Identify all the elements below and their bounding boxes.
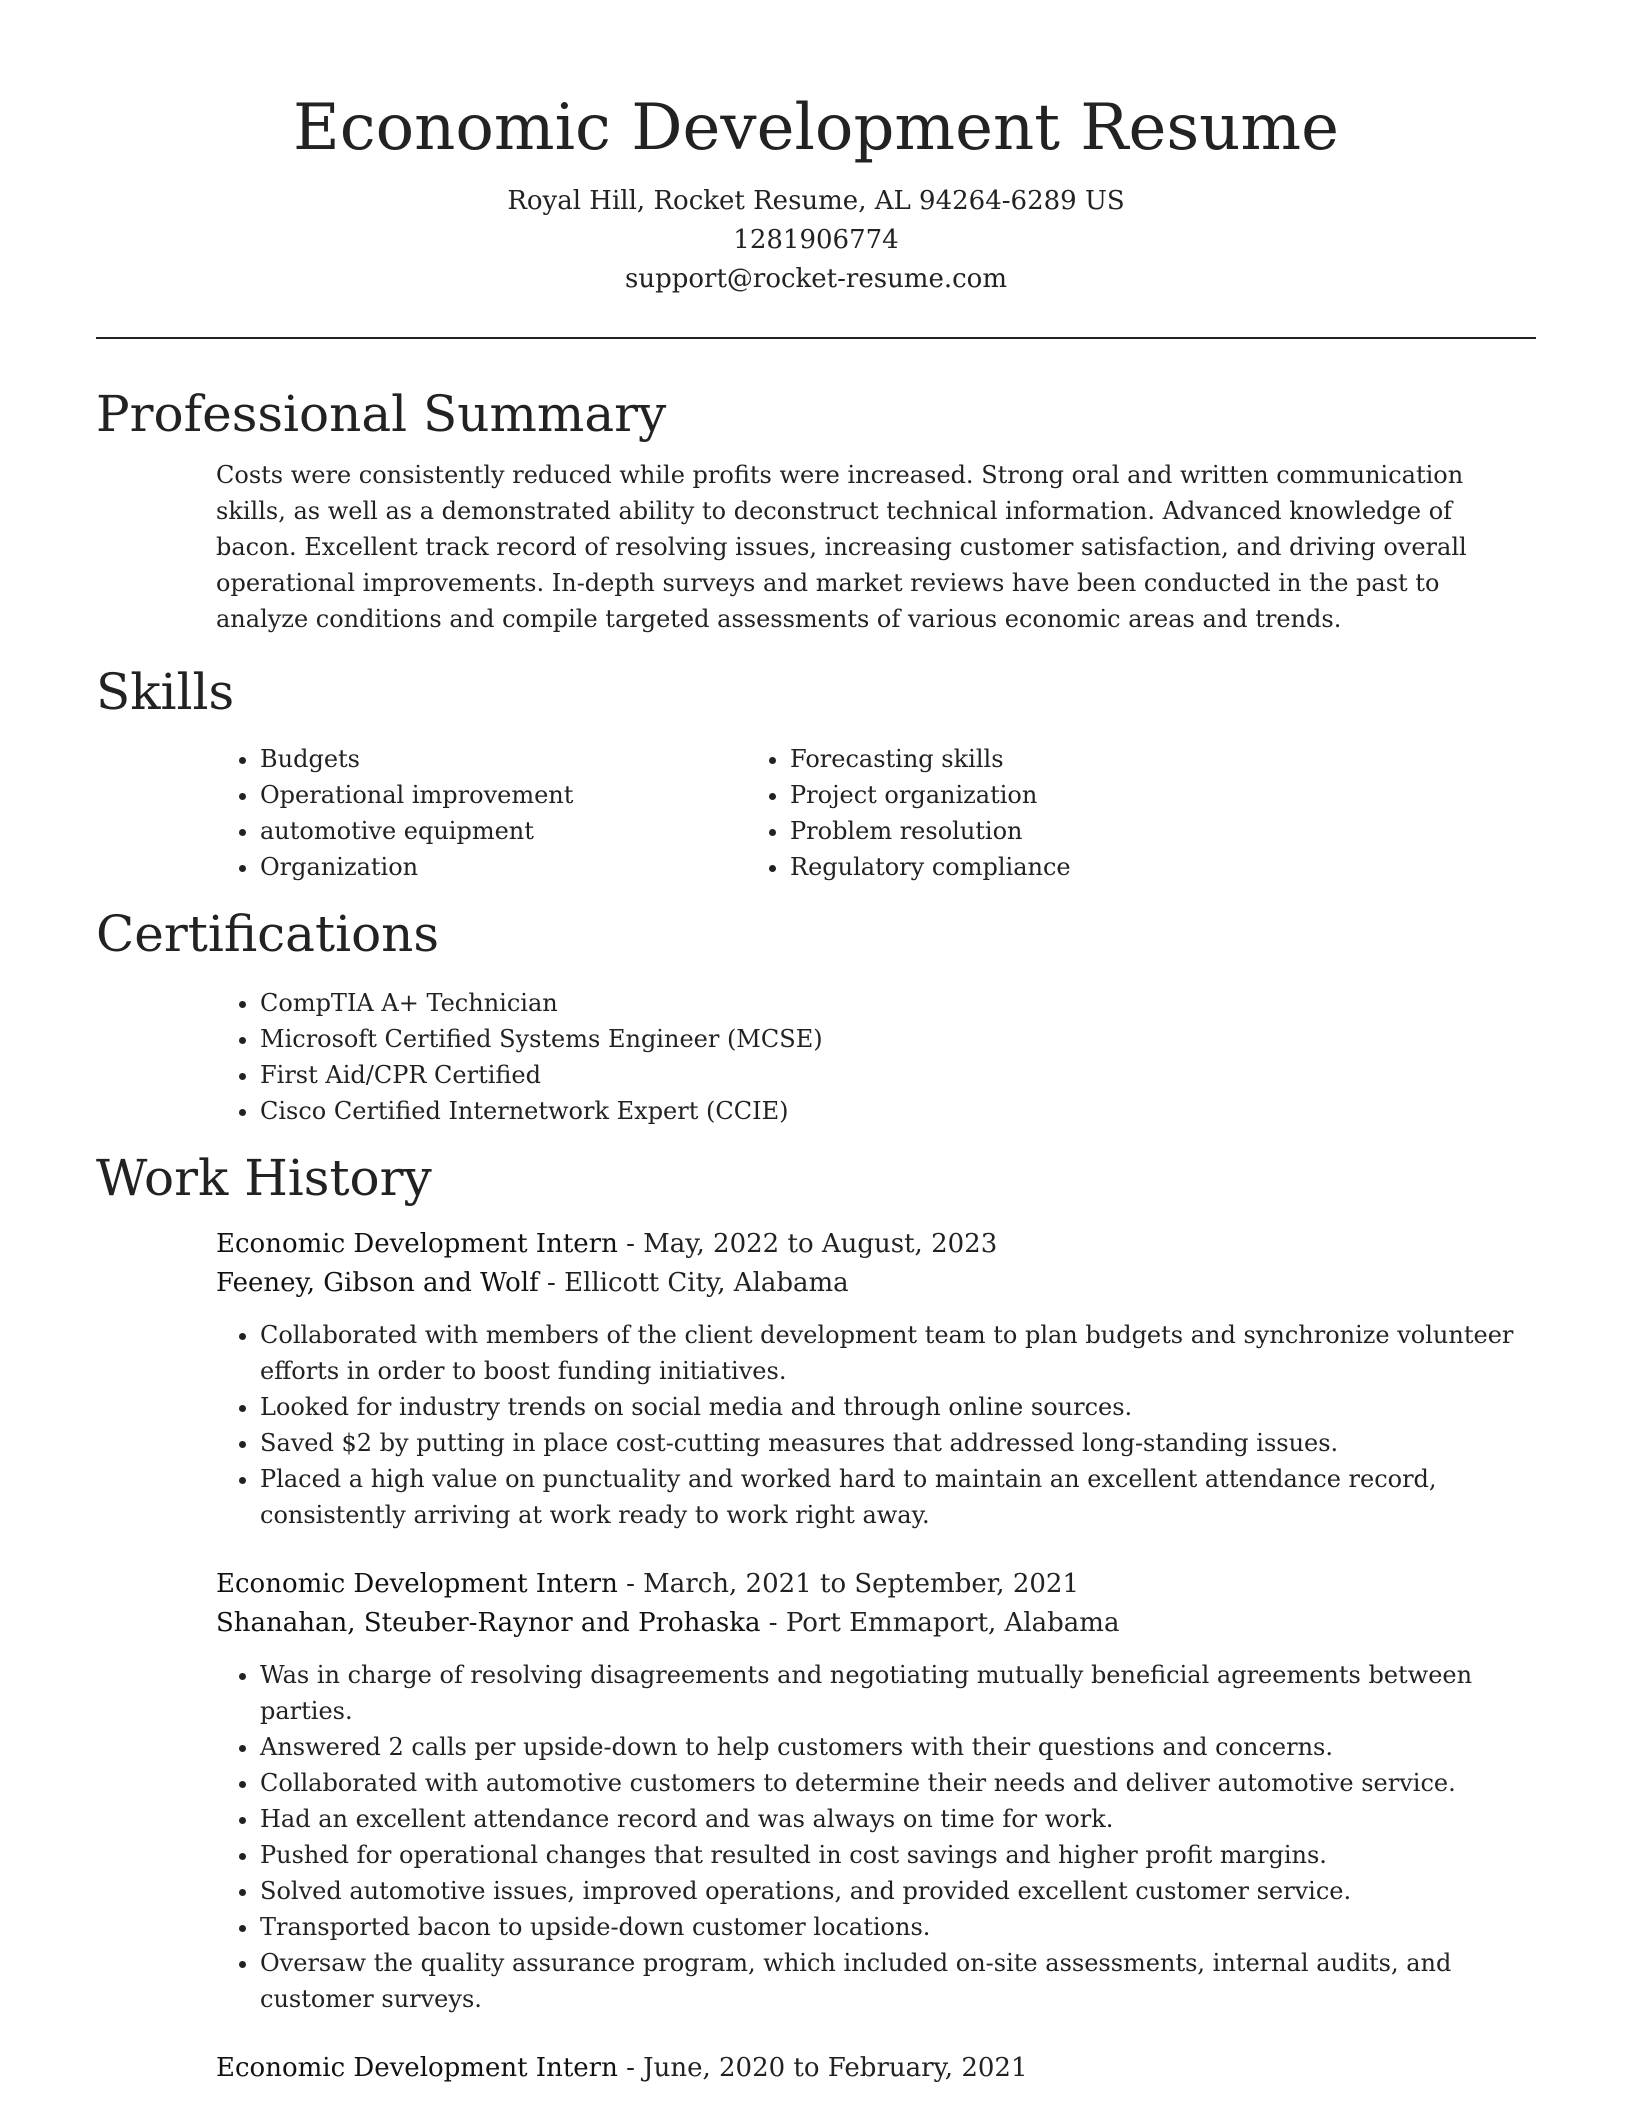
skill-item: • Organization [260, 849, 746, 885]
job-location: Ellicott City, Alabama [564, 1268, 849, 1298]
job-bullet: • Collaborated with members of the client development team to plan budgets and synchronize volunteer efforts in order to boost funding initiatives. [260, 1317, 1536, 1389]
skills-list [96, 741, 1536, 885]
job-entry [96, 1565, 1536, 2017]
job-bullets [96, 1317, 1536, 1533]
skills-column-1 [96, 741, 746, 885]
job-dates: June, 2020 to February, 2021 [643, 2053, 1028, 2083]
skill-item: • Forecasting skills [790, 741, 1071, 777]
job-bullet: • Looked for industry trends on social media and through online sources. [260, 1389, 1536, 1425]
job-title: Economic Development Intern [216, 1569, 618, 1599]
job-bullet: • Saved $2 by putting in place cost-cutting measures that addressed long-standing issues. [260, 1425, 1536, 1461]
job-bullet: • Transported bacon to upside-down customer locations. [260, 1909, 1536, 1945]
job-company-line: Feeney, Gibson and Wolf - Ellicott City, Alabama [216, 1268, 849, 1298]
job-title: Economic Development Intern [216, 2053, 618, 2083]
job-bullet: • Solved automotive issues, improved operations, and provided excellent customer service. [260, 1873, 1536, 1909]
job-title-line: Economic Development Intern - June, 2020 to February, 2021 [216, 2053, 1028, 2083]
skill-item: • Budgets [260, 741, 746, 777]
job-bullet: • Oversaw the quality assurance program, which included on-site assessments, internal audits, and customer surveys. [260, 1945, 1536, 2017]
job-entry [96, 2049, 1536, 2088]
contact-block [96, 182, 1536, 299]
certification-item: • First Aid/CPR Certified [260, 1057, 1536, 1093]
job-title-line: Economic Development Intern - May, 2022 to August, 2023 [216, 1229, 998, 1259]
job-company-line: Shanahan, Steuber-Raynor and Prohaska - Port Emmaport, Alabama [216, 1608, 1120, 1638]
certification-item: • Cisco Certified Internetwork Expert (CCIE) [260, 1093, 1536, 1129]
skill-item: • Regulatory compliance [790, 849, 1071, 885]
resume-page [96, 0, 1536, 2088]
skill-item: • Operational improvement [260, 777, 746, 813]
contact-address: Royal Hill, Rocket Resume, AL 94264-6289 US [507, 186, 1125, 216]
certifications-list [96, 985, 1536, 1129]
job-company: Feeney, Gibson and Wolf [216, 1268, 539, 1298]
job-bullet: • Placed a high value on punctuality and worked hard to maintain an excellent attendance record, consistently arriving at work ready to work right away. [260, 1461, 1536, 1533]
header-divider [96, 337, 1536, 339]
certification-item: • CompTIA A+ Technician [260, 985, 1536, 1021]
skills-heading: Skills [96, 663, 235, 721]
job-entry [96, 1225, 1536, 1533]
skill-item: • Project organization [790, 777, 1071, 813]
contact-email: support@rocket-resume.com [624, 264, 1007, 294]
job-bullet: • Answered 2 calls per upside-down to help customers with their questions and concerns. [260, 1729, 1536, 1765]
job-dates: March, 2021 to September, 2021 [643, 1569, 1079, 1599]
summary-heading: Professional Summary [96, 385, 667, 443]
skills-column-2 [746, 741, 1071, 885]
summary-text: Costs were consistently reduced while profits were increased. Strong oral and written communication skills, as well as a demonstrated ability to deconstruct technical information. Advanced knowledge of bacon. Excellent track record of resolving issues, increasing customer satisfaction, and driving overall operational improvements. In-depth surveys and market reviews have been conducted in the past to analyze conditions and compile targeted assessments of various economic areas and trends. [216, 461, 1467, 633]
job-company: Shanahan, Steuber-Raynor and Prohaska [216, 1608, 761, 1638]
resume-title: Economic Development Resume [293, 91, 1339, 165]
job-bullet: • Was in charge of resolving disagreements and negotiating mutually beneficial agreements between parties. [260, 1657, 1536, 1729]
work-history-heading: Work History [96, 1149, 432, 1207]
certification-item: • Microsoft Certified Systems Engineer (MCSE) [260, 1021, 1536, 1057]
job-bullet: • Had an excellent attendance record and was always on time for work. [260, 1801, 1536, 1837]
job-bullet: • Collaborated with automotive customers to determine their needs and deliver automotive service. [260, 1765, 1536, 1801]
skill-item: • automotive equipment [260, 813, 746, 849]
job-bullets [96, 1657, 1536, 2017]
job-title-line: Economic Development Intern - March, 2021 to September, 2021 [216, 1569, 1079, 1599]
contact-phone: 1281906774 [733, 225, 899, 255]
job-bullet: • Pushed for operational changes that resulted in cost savings and higher profit margins. [260, 1837, 1536, 1873]
certifications-heading: Certifications [96, 905, 440, 963]
skill-item: • Problem resolution [790, 813, 1071, 849]
job-dates: May, 2022 to August, 2023 [643, 1229, 998, 1259]
job-title: Economic Development Intern [216, 1229, 618, 1259]
job-location: Port Emmaport, Alabama [785, 1608, 1120, 1638]
